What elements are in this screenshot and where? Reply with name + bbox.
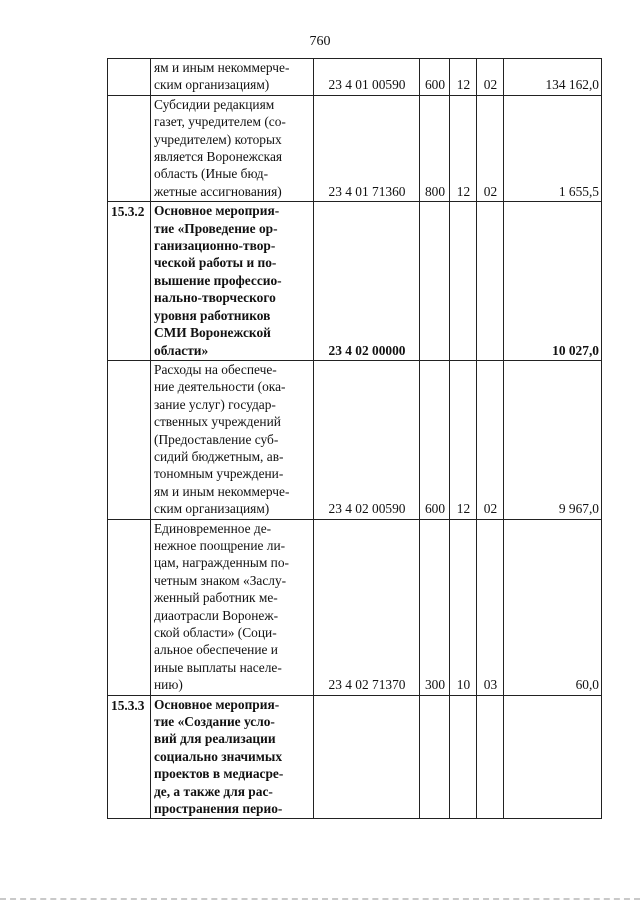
row-name-line: ческой работы и по- xyxy=(154,255,277,271)
row-name-line: женный работник ме- xyxy=(154,590,278,606)
row-name-line: Основное мероприя- xyxy=(154,203,280,219)
subsection-code xyxy=(477,202,504,361)
table-body xyxy=(108,59,602,819)
row-name-line: газет, учредителем (со- xyxy=(154,114,286,130)
row-name-line: иные выплаты населе- xyxy=(154,659,282,675)
amount-value: 9 967,0 xyxy=(504,360,602,519)
row-name-line: вий для реализации xyxy=(154,731,276,747)
row-name-line: нию) xyxy=(154,677,183,693)
row-name-line: проектов в медиасре- xyxy=(154,766,284,782)
expense-type-code: 600 xyxy=(420,360,450,519)
row-number: 15.3.3 xyxy=(108,695,151,819)
table-row xyxy=(108,695,602,819)
row-name-line: ским организациям) xyxy=(154,501,270,517)
row-name-line: пространения перио- xyxy=(154,801,283,817)
budget-table xyxy=(107,58,602,819)
expense-type-code: 300 xyxy=(420,519,450,695)
row-name xyxy=(151,519,314,695)
table-row xyxy=(108,59,602,96)
target-article-code: 23 4 02 00000 xyxy=(314,202,420,361)
amount-value: 1 655,5 xyxy=(504,95,602,201)
expense-type-code xyxy=(420,695,450,819)
row-name-line: де, а также для рас- xyxy=(154,783,273,799)
target-article-code: 23 4 02 00590 xyxy=(314,360,420,519)
section-code xyxy=(450,202,477,361)
amount-value: 10 027,0 xyxy=(504,202,602,361)
row-name-line: является Воронежская xyxy=(154,149,283,165)
target-article-code: 23 4 01 00590 xyxy=(314,59,420,96)
row-name xyxy=(151,360,314,519)
row-name-line: зание услуг) государ- xyxy=(154,396,276,412)
section-code: 12 xyxy=(450,59,477,96)
row-name xyxy=(151,695,314,819)
row-name xyxy=(151,59,314,96)
amount-value: 134 162,0 xyxy=(504,59,602,96)
row-name-line: тономным учреждени- xyxy=(154,466,284,482)
row-name-line: сидий бюджетным, ав- xyxy=(154,448,284,464)
row-number xyxy=(108,360,151,519)
table-row xyxy=(108,202,602,361)
amount-value xyxy=(504,695,602,819)
row-name xyxy=(151,95,314,201)
subsection-code: 02 xyxy=(477,95,504,201)
row-name-line: социально значимых xyxy=(154,748,283,764)
target-article-code xyxy=(314,695,420,819)
row-number xyxy=(108,519,151,695)
row-name xyxy=(151,202,314,361)
row-name-line: область (Иные бюд- xyxy=(154,166,269,182)
table-row xyxy=(108,360,602,519)
row-name-line: вышение профессио- xyxy=(154,272,282,288)
section-code: 10 xyxy=(450,519,477,695)
subsection-code: 02 xyxy=(477,59,504,96)
row-name-line: ние деятельности (ока- xyxy=(154,379,286,395)
row-name-line: альное обеспечение и xyxy=(154,642,278,658)
row-name-line: нежное поощрение ли- xyxy=(154,537,286,553)
subsection-code: 03 xyxy=(477,519,504,695)
expense-type-code: 800 xyxy=(420,95,450,201)
page-number: 760 xyxy=(309,34,331,49)
section-code: 12 xyxy=(450,95,477,201)
expense-type-code: 600 xyxy=(420,59,450,96)
row-name-line: Расходы на обеспече- xyxy=(154,361,277,377)
section-code xyxy=(450,695,477,819)
row-number xyxy=(108,59,151,96)
scan-bottom-edge xyxy=(0,898,640,900)
row-name-line: Основное мероприя- xyxy=(154,696,280,712)
row-number: 15.3.2 xyxy=(108,202,151,361)
row-name-line: ям и иным некоммерче- xyxy=(154,483,290,499)
row-name-line: ским организациям) xyxy=(154,77,270,93)
row-name-line: тие «Создание усло- xyxy=(154,714,275,730)
row-name-line: Единовременное де- xyxy=(154,520,272,536)
row-name-line: СМИ Воронежской xyxy=(154,325,271,341)
row-name-line: уровня работников xyxy=(154,307,271,323)
row-name-line: ской области» (Соци- xyxy=(154,625,277,640)
expense-type-code xyxy=(420,202,450,361)
row-number xyxy=(108,95,151,201)
row-name-line: ям и иным некоммерче- xyxy=(154,60,290,75)
section-code: 12 xyxy=(450,360,477,519)
row-name-line: тие «Проведение ор- xyxy=(154,220,278,236)
row-name-line: нально-творческого xyxy=(154,290,276,306)
row-name-line: диаотрасли Воронеж- xyxy=(154,607,279,623)
table-row xyxy=(108,95,602,201)
row-name-line: области» xyxy=(154,342,209,358)
row-name-line: цам, награжденным по- xyxy=(154,555,289,571)
row-name-line: ственных учреждений xyxy=(154,414,281,430)
row-name-line: Субсидии редакциям xyxy=(154,96,275,112)
subsection-code: 02 xyxy=(477,360,504,519)
row-name-line: учредителем) которых xyxy=(154,131,282,147)
row-name-line: (Предоставление суб- xyxy=(154,431,279,447)
table-row xyxy=(108,519,602,695)
row-name-line: ганизационно-твор- xyxy=(154,238,276,254)
subsection-code xyxy=(477,695,504,819)
row-name-line: жетные ассигнования) xyxy=(154,183,282,199)
amount-value: 60,0 xyxy=(504,519,602,695)
target-article-code: 23 4 02 71370 xyxy=(314,519,420,695)
row-name-line: четным знаком «Заслу- xyxy=(154,572,287,588)
target-article-code: 23 4 01 71360 xyxy=(314,95,420,201)
